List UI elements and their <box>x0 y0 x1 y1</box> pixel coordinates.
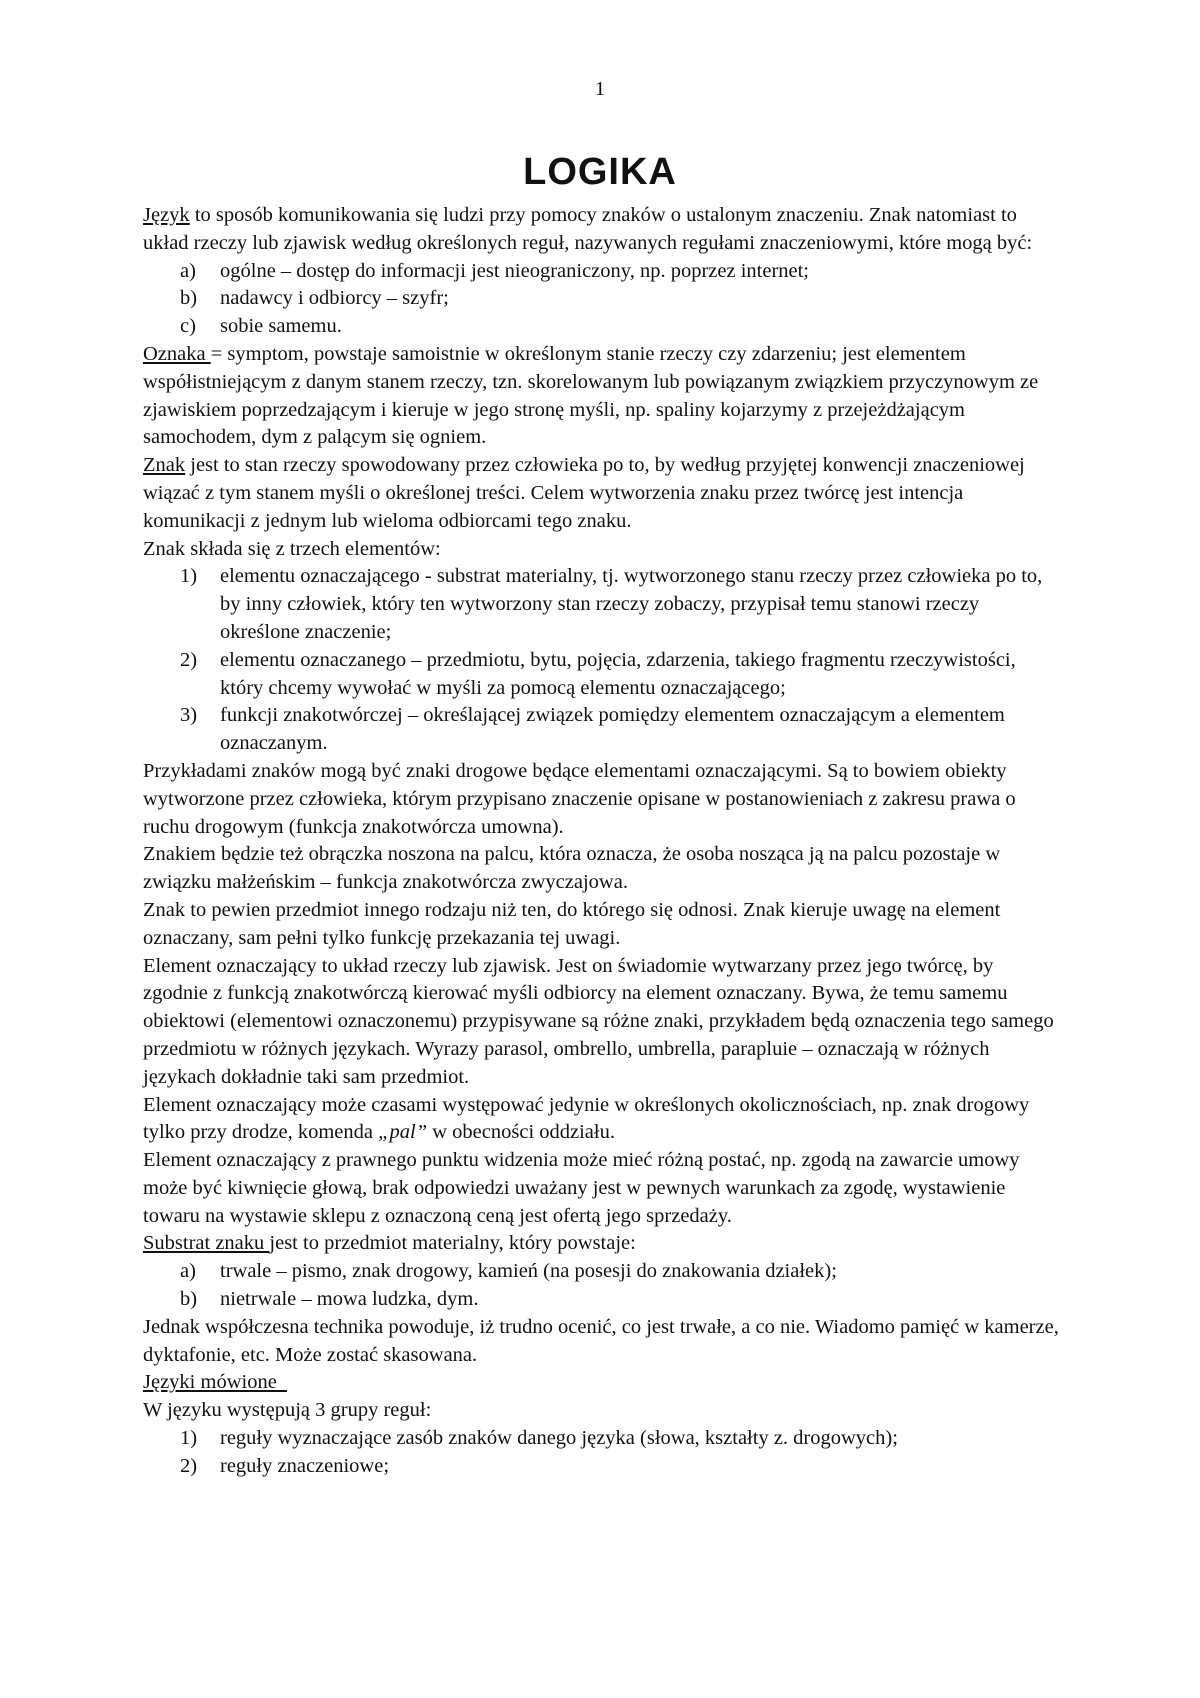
term-znak: Znak <box>143 454 186 477</box>
list-item-label: c) <box>180 315 196 338</box>
list-item <box>143 1258 1063 1286</box>
document-body <box>143 202 1063 1481</box>
list-item <box>143 1425 1063 1453</box>
paragraph-znak <box>143 452 1063 535</box>
list-elementow-znaku <box>143 563 1063 758</box>
list-item-label: 1) <box>180 1427 198 1450</box>
section-heading-jezyki-mowione <box>143 1369 1063 1397</box>
list-item <box>143 313 1063 341</box>
paragraph-text: jest to stan rzeczy spowodowany przez człowieka po to, by według przyjętej konwencji znaczeniowej wiązać z tym stanem myśli o określonej treści. Celem wytworzenia znaku przez twórcę jest intencja komunikacji z jednym lub wieloma odbiorcami tego znaku. <box>143 454 1025 532</box>
italic-quote: „pal” <box>378 1121 428 1144</box>
paragraph-grupy-regul: W języku występują 3 grupy reguł: <box>143 1399 432 1422</box>
list-item <box>143 702 1063 758</box>
list-substratow <box>143 1258 1063 1314</box>
list-item <box>143 647 1063 703</box>
list-item-label: 2) <box>180 1454 198 1477</box>
list-item-text: reguły wyznaczające zasób znaków danego języka (słowa, kształty z. drogowych); <box>220 1427 898 1450</box>
list-item-label: a) <box>180 259 196 282</box>
paragraph-oznaka <box>143 341 1063 452</box>
list-regul-znaczeniowych <box>143 258 1063 341</box>
list-item-text: sobie samemu. <box>220 315 342 338</box>
paragraph-jezyk <box>143 202 1063 258</box>
paragraph-okolicznosci <box>143 1092 1063 1148</box>
paragraph-text: w obecności oddziału. <box>427 1121 615 1144</box>
list-item-label: b) <box>180 1288 198 1311</box>
list-item <box>143 563 1063 646</box>
paragraph-element-oznaczajacy: Element oznaczający to układ rzeczy lub zjawisk. Jest on świadomie wytwarzany przez jego twórcę, by zgodnie z funkcją znakotwórczą kierować myśli odbiorcy na element oznaczany. Bywa, że temu samemu obiektowi (elementowi oznaczonemu) przypisywane są różne znaki, przykładem będą oznaczenia tego samego przedmiotu w różnych językach. Wyrazy parasol, ombrello, umbrella, parapluie – oznaczają w różnych językach dokładnie taki sam przedmiot. <box>143 954 1054 1088</box>
paragraph-przyklady-znakow: Przykładami znaków mogą być znaki drogowe będące elementami oznaczającymi. Są to bowiem obiekty wytworzone przez człowieka, którym przypisano znaczenie opisane w postanowieniach z zakresu prawa o ruchu drogowym (funkcja znakotwórcza umowna). <box>143 759 1016 838</box>
paragraph-wspolczesna-technika: Jednak współczesna technika powoduje, iż trudno ocenić, co jest trwałe, a co nie. Wiadomo pamięć w kamerze, dyktafonie, etc. Może zostać skasowana. <box>143 1315 1059 1366</box>
paragraph-znak-przedmiot: Znak to pewien przedmiot innego rodzaju niż ten, do którego się odnosi. Znak kieruje uwagę na element oznaczany, sam pełni tylko funkcję przekazania tej uwagi. <box>143 898 1001 949</box>
term-oznaka: Oznaka <box>143 342 211 365</box>
page-number: 1 <box>594 78 606 100</box>
list-grup-regul <box>143 1425 1063 1481</box>
paragraph-text: to sposób komunikowania się ludzi przy pomocy znaków o ustalonym znaczeniu. Znak natomiast to układ rzeczy lub zjawisk według określonych reguł, nazywanych regułami znaczeniowymi, które mogą być: <box>143 204 1033 254</box>
list-item-text: trwale – pismo, znak drogowy, kamień (na posesji do znakowania działek); <box>220 1260 837 1283</box>
list-item-text: elementu oznaczającego - substrat materialny, tj. wytworzonego stanu rzeczy przez człowieka po to, by inny człowiek, który ten wytworzony stan rzeczy zobaczy, przypisał temu stanowi rzeczy określone znaczenie; <box>220 565 1043 643</box>
paragraph-prawny-punkt-widzenia: Element oznaczający z prawnego punktu widzenia może mieć różną postać, np. zgodą na zawarcie umowy może być kiwnięcie głową, brak odpowiedzi uważany jest w pewnych warunkach za zgodę, wystawienie towaru na wystawie sklepu z oznaczoną ceną jest ofertą jego sprzedaży. <box>143 1149 1020 1227</box>
paragraph-elementy-znaku: Znak składa się z trzech elementów: <box>143 537 441 560</box>
list-item-text: funkcji znakotwórczej – określającej związek pomiędzy elementem oznaczającym a elementem oznaczanym. <box>220 704 1005 755</box>
list-item-label: 1) <box>180 565 198 588</box>
list-item <box>143 285 1063 313</box>
paragraph-text: Element oznaczający może czasami występować jedynie w określonych okolicznościach, np. znak drogowy tylko przy drodze, komenda <box>143 1093 1030 1144</box>
list-item-label: a) <box>180 1260 196 1283</box>
list-item-label: 2) <box>180 648 198 671</box>
list-item-text: nietrwale – mowa ludzka, dym. <box>220 1288 479 1311</box>
paragraph-substrat-znaku <box>143 1230 1063 1258</box>
page-title: LOGIKA <box>523 151 677 193</box>
list-item <box>143 1286 1063 1314</box>
list-item-label: b) <box>180 287 198 310</box>
list-item-label: 3) <box>180 704 198 727</box>
term-jezyk: Język <box>143 204 190 226</box>
list-item-text: reguły znaczeniowe; <box>220 1454 390 1477</box>
list-item <box>143 258 1063 286</box>
term-substrat-znaku: Substrat znaku <box>143 1232 270 1255</box>
list-item <box>143 1453 1063 1481</box>
paragraph-text: jest to przedmiot materialny, który powstaje: <box>269 1232 636 1255</box>
paragraph-obraczka: Znakiem będzie też obrączka noszona na palcu, która oznacza, że osoba nosząca ją na palcu pozostaje w związku małżeńskim – funkcja znakotwórcza zwyczajowa. <box>143 843 1001 894</box>
list-item-text: nadawcy i odbiorcy – szyfr; <box>220 287 449 310</box>
list-item-text: ogólne – dostęp do informacji jest nieograniczony, np. poprzez internet; <box>220 259 810 282</box>
heading-text: Języki mówione <box>143 1371 288 1394</box>
paragraph-text: = symptom, powstaje samoistnie w określonym stanie rzeczy czy zdarzeniu; jest elementem współistniejącym z danym stanem rzeczy, tzn. skorelowanym lub powiązanym związkiem przyczynowym ze zjawiskiem poprzedzającym i kieruje w jego stronę myśli, np. spaliny kojarzymy z przejeżdżającym samochodem, dym z palącym się ogniem. <box>143 342 1039 449</box>
list-item-text: elementu oznaczanego – przedmiotu, bytu, pojęcia, zdarzenia, takiego fragmentu rzeczywistości, który chcemy wywołać w myśli za pomocą elementu oznaczającego; <box>220 648 1016 699</box>
